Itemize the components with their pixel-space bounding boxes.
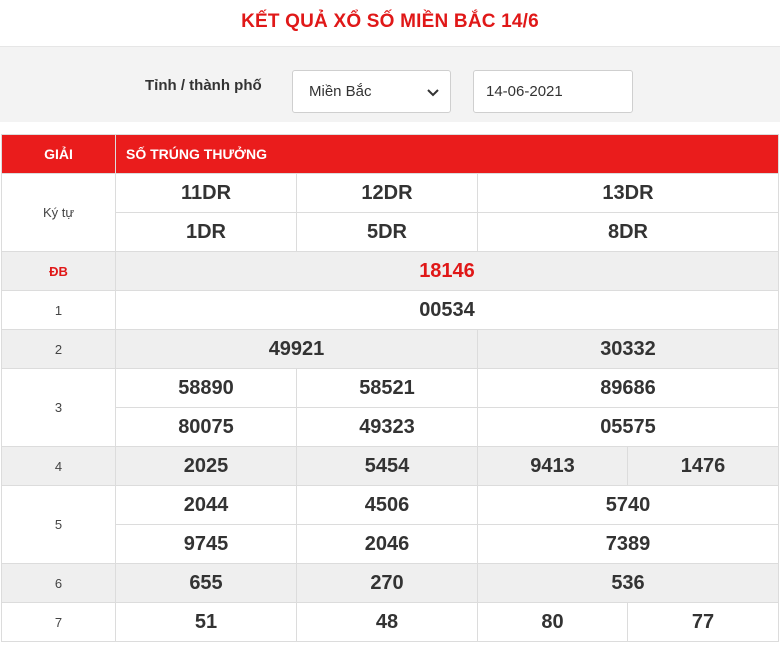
prize-number: 58890 (116, 369, 297, 408)
prize-label-5: 5 (2, 486, 116, 564)
prize-number: 7389 (478, 525, 779, 564)
prize-number: 00534 (116, 291, 779, 330)
prize-row-2 (2, 330, 779, 369)
prize-row-1 (2, 291, 779, 330)
chevron-down-icon (426, 85, 440, 99)
prize-number: 77 (628, 603, 779, 642)
prize-row-5a (2, 486, 779, 525)
prize-label-1: 1 (2, 291, 116, 330)
prize-number: 655 (116, 564, 297, 603)
prize-number: 2044 (116, 486, 297, 525)
prize-number: 89686 (478, 369, 779, 408)
date-input[interactable] (473, 70, 633, 113)
prize-row-3b (2, 408, 779, 447)
prize-number: 9413 (478, 447, 628, 486)
prize-number: 2046 (297, 525, 478, 564)
prize-row-6 (2, 564, 779, 603)
province-label: Tỉnh / thành phố (145, 77, 262, 94)
table-header-row (2, 135, 779, 174)
filter-bar (0, 46, 780, 122)
prize-number: 9745 (116, 525, 297, 564)
code-cell: 8DR (478, 213, 779, 252)
code-cell: 12DR (297, 174, 478, 213)
code-cell: 11DR (116, 174, 297, 213)
prize-label-special: ĐB (2, 252, 116, 291)
prize-label-4: 4 (2, 447, 116, 486)
header-numbers: SỐ TRÚNG THƯỞNG (116, 135, 779, 174)
prize-number: 51 (116, 603, 297, 642)
prize-row-7 (2, 603, 779, 642)
code-cell: 13DR (478, 174, 779, 213)
prize-row-4 (2, 447, 779, 486)
prize-number: 4506 (297, 486, 478, 525)
prize-number: 1476 (628, 447, 779, 486)
prize-number: 80075 (116, 408, 297, 447)
prize-row-5b (2, 525, 779, 564)
prize-label-2: 2 (2, 330, 116, 369)
codes-label: Ký tự (2, 174, 116, 252)
prize-number: 2025 (116, 447, 297, 486)
spacer (0, 122, 780, 134)
prize-number: 5740 (478, 486, 779, 525)
prize-number: 49921 (116, 330, 478, 369)
codes-row-2 (2, 213, 779, 252)
header-prize: GIẢI (2, 135, 116, 174)
prize-row-special (2, 252, 779, 291)
prize-number: 5454 (297, 447, 478, 486)
prize-number: 48 (297, 603, 478, 642)
prize-label-7: 7 (2, 603, 116, 642)
prize-row-3a (2, 369, 779, 408)
code-cell: 1DR (116, 213, 297, 252)
page-title: KẾT QUẢ XỔ SỐ MIỀN BẮC 14/6 (0, 0, 780, 46)
special-number: 18146 (116, 252, 779, 291)
prize-label-3: 3 (2, 369, 116, 447)
prize-number: 05575 (478, 408, 779, 447)
codes-row-1 (2, 174, 779, 213)
code-cell: 5DR (297, 213, 478, 252)
province-select-value: Miền Bắc (309, 83, 372, 100)
province-select[interactable] (292, 70, 451, 113)
prize-number: 270 (297, 564, 478, 603)
prize-number: 80 (478, 603, 628, 642)
prize-number: 58521 (297, 369, 478, 408)
prize-number: 49323 (297, 408, 478, 447)
prize-number: 536 (478, 564, 779, 603)
results-table (1, 134, 779, 642)
prize-label-6: 6 (2, 564, 116, 603)
prize-number: 30332 (478, 330, 779, 369)
